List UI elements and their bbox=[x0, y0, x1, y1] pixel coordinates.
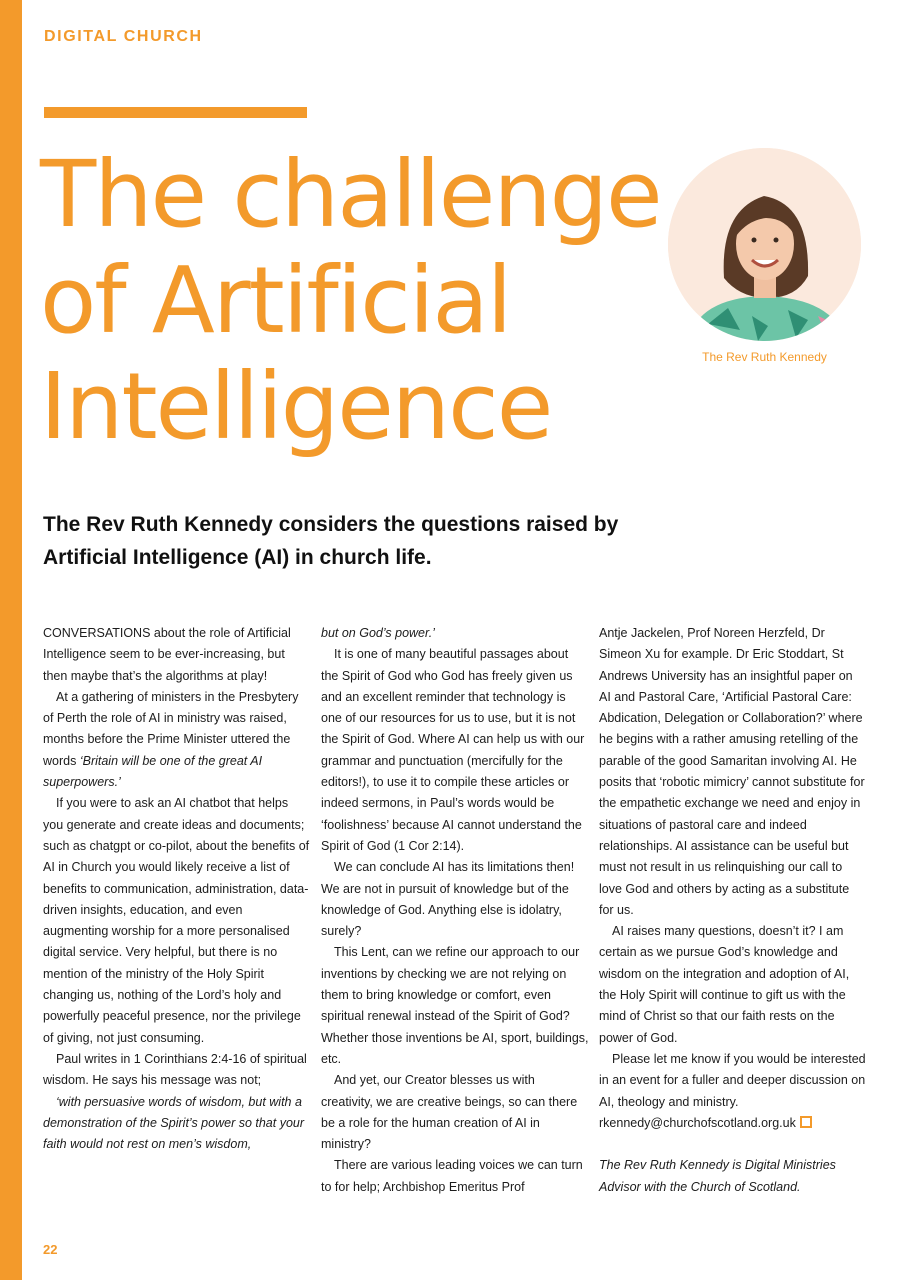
article-standfirst: The Rev Ruth Kennedy considers the questions raised by Artificial Intelligence (AI) in church life. bbox=[43, 513, 619, 569]
portrait-caption: The Rev Ruth Kennedy bbox=[702, 350, 827, 364]
page-number: 22 bbox=[43, 1242, 58, 1257]
paragraph: This Lent, can we refine our approach to our inventions by checking we are not relying on them to bring knowledge or comfort, even spiritual renewal instead of the Spirit of God? Whether those inventions be AI, sport, buildings, etc. bbox=[321, 945, 589, 1066]
headline-line-1: The challenge bbox=[40, 141, 661, 248]
article-headline bbox=[40, 142, 690, 460]
text-column-1 bbox=[43, 623, 311, 1155]
portrait-illustration bbox=[668, 148, 861, 341]
text-column-2 bbox=[321, 623, 589, 1198]
author-byline-text: The Rev Ruth Kennedy is Digital Ministries Advisor with the Church of Scotland. bbox=[599, 1158, 836, 1194]
side-accent-bar bbox=[0, 0, 22, 1280]
accent-rule bbox=[44, 107, 307, 118]
contact-line bbox=[599, 1113, 867, 1134]
scripture-quote-end: but on God’s power.’ bbox=[321, 626, 435, 640]
pm-quote: ‘Britain will be one of the great AI superpowers.’ bbox=[43, 753, 263, 790]
scripture-quote-text: ‘with persuasive words of wisdom, but with a demonstration of the Spirit’s power so that your faith would not rest on men’s wisdom, bbox=[43, 1094, 305, 1152]
scripture-quote-continued bbox=[321, 623, 589, 644]
paragraph: It is one of many beautiful passages about the Spirit of God who God has freely given us and an excellent reminder that technology is one of our resources for us to use, but it is not the Spirit of God. Where AI can help us with our grammar and punctuation (mercifully for the editors!), to use it to compile these articles or indeed sermons, in Paul’s words would be ‘foolishness’ because AI cannot understand the Spirit of God (1 Cor 2:14). bbox=[321, 647, 585, 853]
paragraph: We can conclude AI has its limitations then! We are not in pursuit of knowledge but of the knowledge of God. Anything else is idolatry, surely? bbox=[321, 860, 575, 939]
headline-line-3: Intelligence bbox=[40, 353, 552, 460]
paragraph: And yet, our Creator blesses us with creativity, we are creative beings, so can there be a role for the human creation of AI in ministry? bbox=[321, 1073, 578, 1152]
paragraph-text: At a gathering of ministers in the Presbytery of Perth the role of AI in ministry was raised, months before the Prime Minister uttered the words bbox=[43, 689, 299, 768]
paragraph: CONVERSATIONS about the role of Artificial Intelligence seem to be ever-increasing, but then maybe that’s the algorithms at play! bbox=[43, 626, 291, 683]
headline-line-2: of Artificial bbox=[40, 247, 511, 354]
paragraph: AI raises many questions, doesn’t it? I am certain as we pursue God’s knowledge and wisdom on the integration and adoption of AI, the Holy Spirit will continue to gift us with the mind of Christ so that our faith rests on the power of God. bbox=[599, 924, 850, 1045]
end-of-article-square-icon bbox=[800, 1116, 812, 1128]
paragraph bbox=[43, 687, 311, 793]
author-byline bbox=[599, 1155, 867, 1198]
paragraph: If you were to ask an AI chatbot that helps you generate and create ideas and documents; such as chatgpt or co-pilot, about the benefits of AI in Church you would likely receive a list of benefits to communication, administration, data-driven insights, education, and even augmenting worship for a more personalised digital service. Very helpful, but there is no mention of the ministry of the Holy Spirit changing us, nothing of the Lord’s holy and powerfully peaceful presence, nor the privilege of giving, not just consuming. bbox=[43, 796, 310, 1045]
paragraph: There are various leading voices we can turn to for help; Archbishop Emeritus Prof bbox=[321, 1158, 583, 1194]
paragraph: Paul writes in 1 Corinthians 2:4-16 of spiritual wisdom. He says his message was not; bbox=[43, 1051, 307, 1088]
section-label: DIGITAL CHURCH bbox=[44, 28, 203, 45]
text-column-3 bbox=[599, 623, 867, 1198]
paragraph: Please let me know if you would be interested in an event for a fuller and deeper discussion on AI, theology and ministry. bbox=[599, 1051, 866, 1109]
scripture-quote bbox=[43, 1092, 311, 1156]
author-portrait bbox=[668, 148, 861, 341]
contact-email[interactable]: rkennedy@churchofscotland.org.uk bbox=[599, 1115, 796, 1130]
paragraph: Antje Jackelen, Prof Noreen Herzfeld, Dr Simeon Xu for example. Dr Eric Stoddart, St Andrews University has an insightful paper on AI and Pastoral Care, ‘Artificial Pastoral Care: Abdication, Delegation or Collaboration?’ where he begins with a rather amusing retelling of the parable of the good Samaritan involving AI. He posits that ‘robotic mimicry’ cannot substitute for the empathetic exchange we need and enjoy in situations of pastoral care and indeed relationships. AI assistance can be useful but must not result in us relinquishing our call to love God and others by acting as a substitute for us. bbox=[599, 626, 865, 917]
